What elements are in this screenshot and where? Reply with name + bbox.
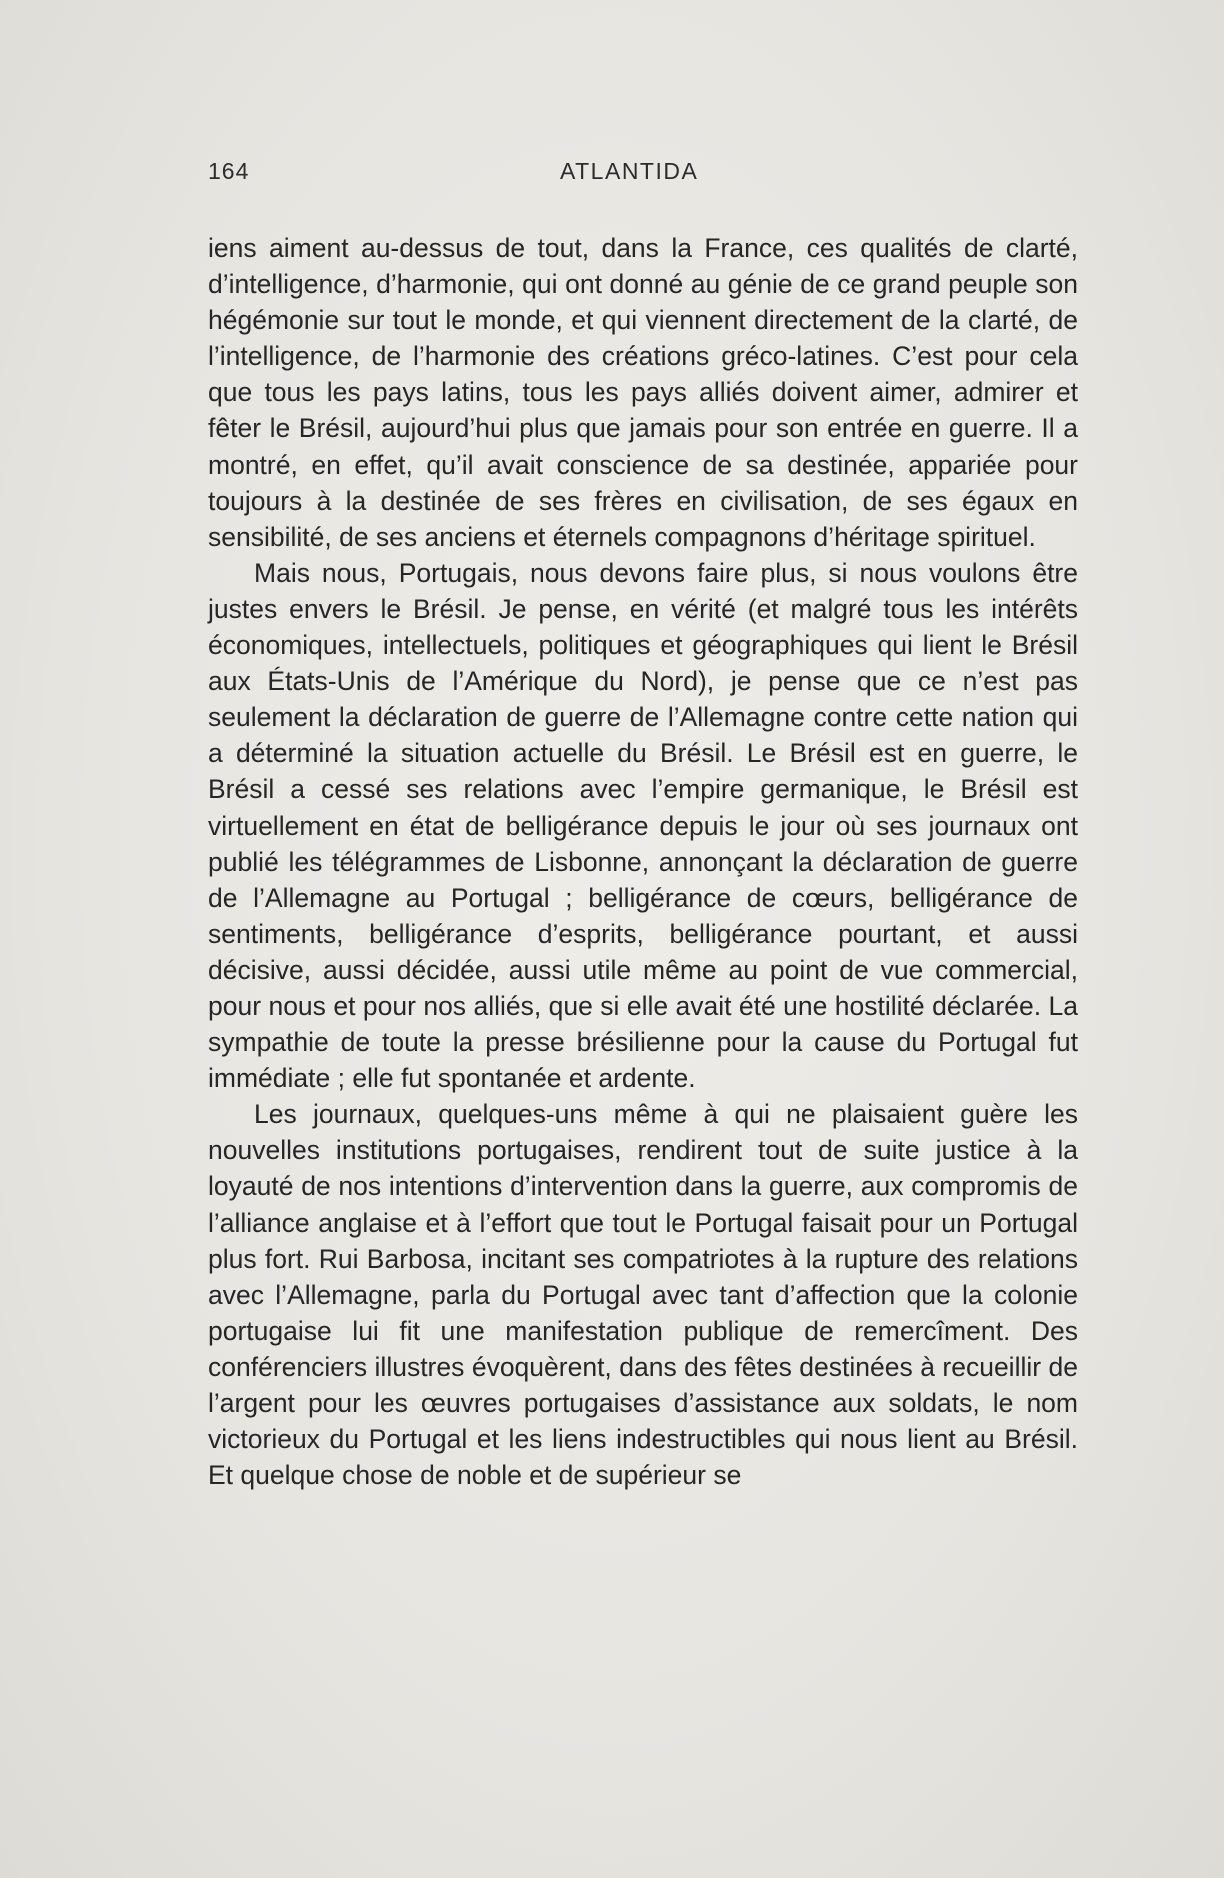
- running-title: ATLANTIDA: [560, 158, 699, 184]
- paragraph: Mais nous, Portugais, nous devons faire plus, si nous voulons être justes envers le Brésil. Je pense, en vérité (et malgré tous les intérêts économiques, intellectuels, politiques et géographiques qui lient le Brésil aux États-Unis de l’Amérique du Nord), je pense que ce n’est pas seulement la déclaration de guerre de l’Allemagne contre cette nation qui a déterminé la situation actuelle du Brésil. Le Brésil est en guerre, le Brésil a cessé ses relations avec l’empire germanique, le Brésil est virtuellement en état de belligérance depuis le jour où ses journaux ont publié les télégrammes de Lisbonne, annonçant la déclaration de guerre de l’Allemagne au Portugal ; belligérance de cœurs, belligérance de sentiments, belligérance d’esprits, belligérance pourtant, et aussi décisive, aussi décidée, aussi utile même au point de vue commercial, pour nous et pour nos alliés, que si elle avait été une hostilité déclarée. La sympathie de toute la presse brésilienne pour la cause du Portugal fut immédiate ; elle fut spontanée et ardente.: [208, 557, 1078, 1094]
- body-text: [208, 230, 1078, 1493]
- page-header: [208, 158, 1082, 194]
- page-number: 164: [208, 158, 250, 184]
- paragraph: iens aiment au-dessus de tout, dans la France, ces qualités de clarté, d’intelligence, d’harmonie, qui ont donné au génie de ce grand peuple son hégémonie sur tout le monde, et qui viennent directement de la clarté, de l’intelligence, de l’harmonie des créations gréco-latines. C’est pour cela que tous les pays latins, tous les pays alliés doivent aimer, admirer et fêter le Brésil, aujourd’hui plus que jamais pour son entrée en guerre. Il a montré, en effet, qu’il avait conscience de sa destinée, appariée pour toujours à la destinée de ses frères en civilisation, de ses égaux en sensibilité, de ses anciens et éternels compagnons d’héritage spirituel.: [208, 233, 1078, 552]
- paragraph: Les journaux, quelques-uns même à qui ne plaisaient guère les nouvelles institutions portugaises, rendirent tout de suite justice à la loyauté de nos intentions d’intervention dans la guerre, aux compromis de l’alliance anglaise et à l’effort que tout le Portugal faisait pour un Portugal plus fort. Rui Barbosa, incitant ses compatriotes à la rupture des relations avec l’Allemagne, parla du Portugal avec tant d’affection que la colonie portugaise lui fit une manifestation publique de remercîment. Des conférenciers illustres évoquèrent, dans des fêtes destinées à recueillir de l’argent pour les œuvres portugaises d’assistance aux soldats, le nom victorieux du Portugal et les liens indestructibles qui nous lient au Brésil. Et quelque chose de noble et de supérieur se: [208, 1099, 1078, 1491]
